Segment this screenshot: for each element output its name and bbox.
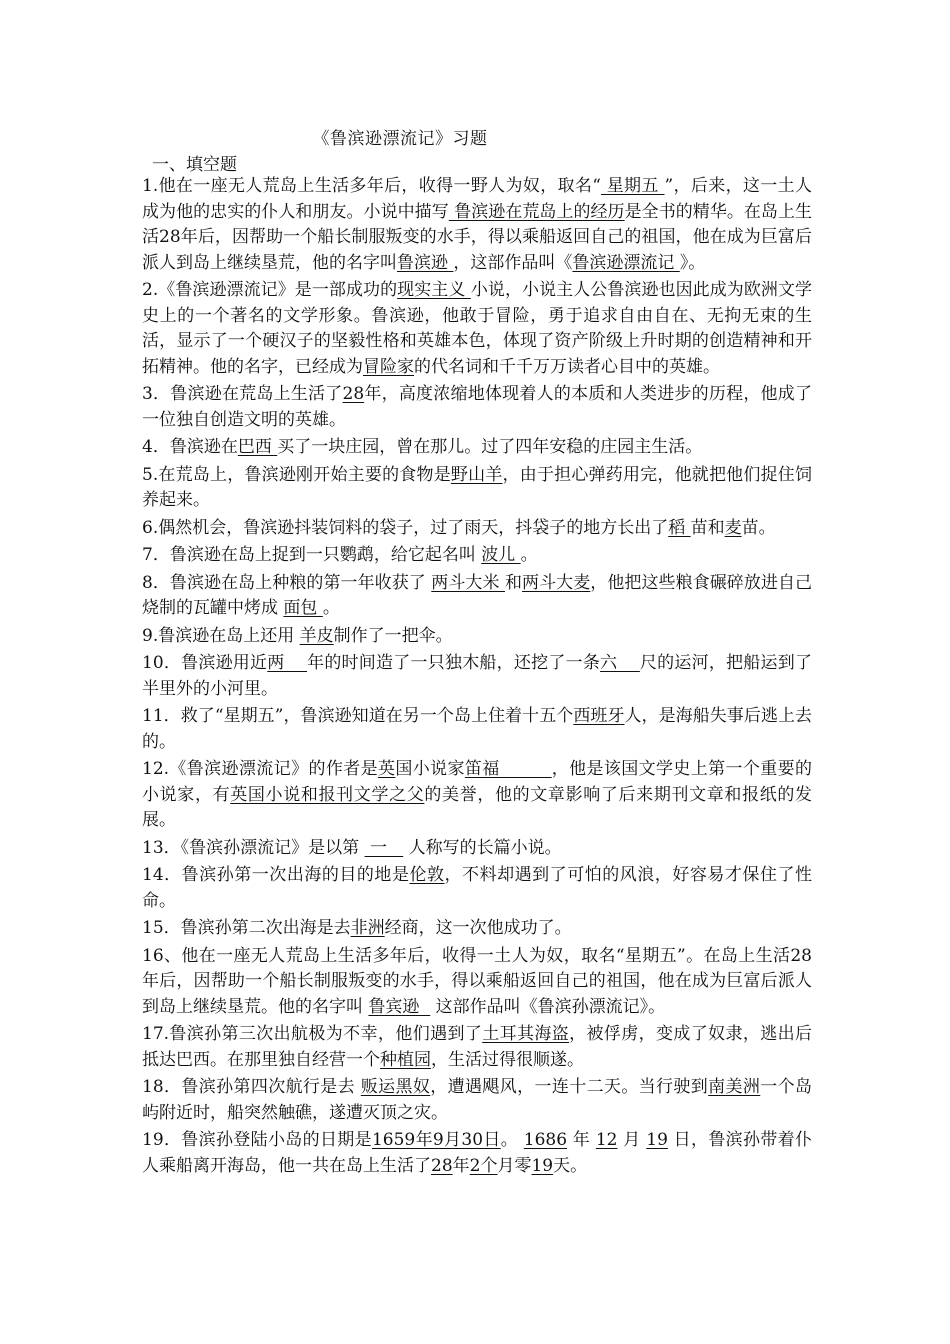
question-2	[142, 278, 812, 380]
question-text: 10．鲁滨逊用近	[142, 653, 268, 673]
answer-blank: 巴西	[237, 437, 278, 457]
question-text: 19．鲁滨孙登陆小岛的日期是	[142, 1130, 372, 1150]
answer-blank: 西班牙	[573, 706, 625, 726]
question-11	[142, 704, 812, 755]
question-text: 人，是海船失事后逃上去的。	[142, 706, 813, 752]
answer-blank: 28	[342, 384, 365, 404]
question-text: 年	[452, 1155, 470, 1176]
question-text: 制作了一把伞。	[333, 625, 453, 646]
question-text: 年，高度浓缩地体现着人的本质和人类进步的历程，他成了一位独自创造文明的英雄。	[142, 384, 812, 430]
question-17	[142, 1022, 812, 1073]
question-text: 苗和	[690, 517, 725, 538]
question-text: 国小说家	[395, 759, 465, 779]
answer-blank: 两	[267, 653, 308, 673]
question-text: 6.偶然机会，鲁滨逊抖装饲料的袋子，过了雨天，抖袋子的地方长出了	[142, 517, 669, 538]
answer-blank: 波儿	[481, 545, 521, 565]
question-list	[142, 174, 812, 1181]
question-text: 月	[617, 1130, 647, 1150]
question-1	[142, 174, 812, 276]
answer-blank: 28	[431, 1155, 453, 1176]
question-text: 3．鲁滨逊在荒岛上生活了	[142, 384, 343, 404]
answer-blank: 现实主义	[397, 280, 471, 300]
question-text: 14．鲁滨孙第一次出海的目的地是	[142, 865, 410, 885]
question-text: 天。	[553, 1155, 588, 1176]
question-text: ，他把这些粮食碾碎放进自己烧制的瓦罐中烤成	[142, 572, 813, 618]
answer-blank: 一	[364, 837, 404, 858]
question-text: 日，鲁滨孙带着仆人乘船离开海岛，他一共在岛上生活了	[142, 1130, 813, 1176]
question-text: 的代名词和千千万万读者心目中的英雄。	[414, 356, 720, 377]
answer-blank: 土耳其海盗	[482, 1024, 570, 1044]
question-text: 买了一块庄园，曾在那儿。过了四年安稳的庄园主生活。	[277, 437, 703, 457]
page-title: 《鲁滨逊漂流记》习题	[312, 129, 488, 149]
answer-blank: 羊皮	[299, 625, 334, 646]
question-text: 15．鲁滨孙第二次出海是去	[142, 918, 351, 938]
answer-blank: 非洲	[350, 918, 385, 938]
question-text: ”，后来，这一土人成为他的忠实的仆人和朋友。小说中描写	[142, 176, 812, 222]
question-text: ，他是该国文学史上第一个重要的小说家，有	[142, 759, 813, 805]
answer-blank: 1659年9月30日	[371, 1130, 501, 1150]
answer-blank: 伦敦	[409, 865, 445, 885]
question-7	[142, 543, 812, 569]
question-text: 这部作品叫《鲁滨孙漂流记》。	[430, 996, 666, 1017]
question-text: 经商，这一次他成功了。	[384, 918, 572, 938]
question-text: 4．鲁滨逊在	[142, 437, 238, 457]
question-8	[142, 571, 812, 622]
answer-blank: 星期五	[600, 176, 665, 196]
question-text: 》。	[679, 252, 706, 273]
answer-blank: 六	[600, 653, 640, 673]
answer-blank: 麦	[724, 517, 742, 538]
answer-blank: 两斗大麦	[522, 572, 591, 593]
question-3	[142, 382, 812, 433]
question-text: 。	[500, 1130, 524, 1150]
answer-blank: 19	[646, 1130, 668, 1150]
question-12	[142, 757, 812, 834]
question-text: 13．《鲁滨孙漂流记》是以第	[142, 837, 365, 858]
question-text: ，这部作品叫《	[453, 252, 573, 273]
answer-blank: 19	[531, 1155, 554, 1176]
question-19	[142, 1128, 812, 1179]
answer-blank: 稻	[668, 517, 691, 538]
answer-blank: 种植园	[380, 1049, 431, 1070]
question-text: 2.《鲁滨逊漂流记》是一部成功的	[142, 280, 398, 300]
question-text: 年的时间造了一只独木船，还挖了一条	[307, 653, 601, 673]
question-text: 苗。	[741, 517, 776, 538]
answer-blank: 英	[377, 759, 396, 779]
answer-blank: 面包	[283, 598, 323, 618]
answer-blank: 12	[595, 1130, 618, 1150]
answer-blank: 贩运黑奴	[360, 1077, 431, 1097]
question-text: 是全书的精华。在岛上生活28年后，因帮助一个船长制服叛变的水手，得以乘船返回自己的祖国，他在成为巨富后派人到岛上继续垦荒，他的名字叫	[142, 201, 813, 273]
question-text: 和	[504, 572, 523, 593]
answer-blank: 鲁滨逊漂流记	[572, 252, 680, 273]
answer-blank: 鲁滨逊	[397, 252, 454, 273]
question-text: 8．鲁滨逊在岛上种粮的第一年收获了	[142, 572, 432, 593]
question-15	[142, 916, 812, 942]
section-heading: 一、填空题	[152, 155, 237, 175]
question-text: 16、他在一座无人荒岛上生活多年后，收得一土人为奴，取名“星期五”。在岛上生活28年后，因帮助一个船长制服叛变的水手，得以乘船返回自己的祖国，他在成为巨富后派人到岛上继续垦荒。他的名字叫	[142, 945, 812, 1017]
question-13	[142, 836, 812, 862]
answer-blank: 笛福	[464, 759, 552, 779]
question-text: 月零	[497, 1155, 532, 1176]
question-text: 1.他在一座无人荒岛上生活多年后，收得一野人为奴，取名“	[142, 176, 601, 196]
question-18	[142, 1075, 812, 1126]
question-text: ，生活过得很顺遂。	[431, 1049, 584, 1070]
answer-blank: 鲁宾逊	[368, 996, 431, 1017]
question-text: 一个岛屿附近时，船突然触礁，遂遭灭顶之灾。	[142, 1077, 812, 1123]
question-text: 11．救了“星期五”，鲁滨逊知道在另一个岛上住着十五个	[142, 706, 574, 726]
answer-blank: 1686	[523, 1130, 568, 1150]
question-text: ，遭遇飓风，一连十二天。当行驶到	[430, 1077, 709, 1097]
question-text: ，不料却遇到了可怕的风浪，好容易才保住了性命。	[142, 865, 812, 911]
question-text: 。	[322, 598, 340, 618]
question-9	[142, 624, 812, 650]
question-text: 7．鲁滨逊在岛上捉到一只鹦鹉，给它起名叫	[142, 545, 482, 565]
question-text: 5.在荒岛上，鲁滨逊刚开始主要的食物是	[142, 464, 451, 485]
question-5	[142, 463, 812, 514]
question-text: 9.鲁滨逊在岛上还用	[142, 625, 300, 646]
answer-blank: 英国小说和报刊文学之父	[230, 784, 425, 805]
question-text: 年	[567, 1130, 596, 1150]
question-4	[142, 435, 812, 461]
answer-blank: 两斗大米	[431, 572, 505, 593]
question-text: 17.鲁滨孙第三次出航极为不幸，他们遇到了	[142, 1024, 483, 1044]
answer-blank: 冒险家	[363, 356, 414, 377]
answer-blank: 2个	[469, 1155, 498, 1176]
question-text: ，由于担心弹药用完，他就把他们捉住饲养起来。	[142, 464, 813, 510]
answer-blank: 野山羊	[450, 464, 503, 485]
question-text: 尺的运河，把船运到了半里外的小河里。	[142, 653, 812, 699]
question-14	[142, 863, 812, 914]
question-text: 小说，小说主人公鲁滨逊也因此成为欧洲文学史上的一个著名的文学形象。鲁滨逊，他敢于冒险，勇于追求自由自在、无拘无束的生活，显示了一个硬汉子的坚毅性格和英雄本色，体现了资产阶级上升时期的创造精神和开拓精神。他的名字，已经成为	[142, 280, 813, 377]
answer-blank: 鲁滨逊在荒岛上的经历	[448, 201, 625, 222]
question-16	[142, 944, 812, 1021]
question-text: 12.《鲁滨逊漂流记》的作者是	[142, 759, 378, 779]
question-text: 的美誉，他的文章影响了后来期刊文章和报纸的发展。	[142, 784, 813, 830]
question-10	[142, 651, 812, 702]
answer-blank: 南美洲	[708, 1077, 761, 1097]
question-text: ，被俘虏，变成了奴隶，逃出后抵达巴西。在那里独自经营一个	[142, 1024, 812, 1070]
question-text: 18．鲁滨孙第四次航行是去	[142, 1077, 361, 1097]
question-6	[142, 516, 812, 542]
question-text: 人称写的长篇小说。	[403, 837, 562, 858]
question-text: 。	[520, 545, 538, 565]
